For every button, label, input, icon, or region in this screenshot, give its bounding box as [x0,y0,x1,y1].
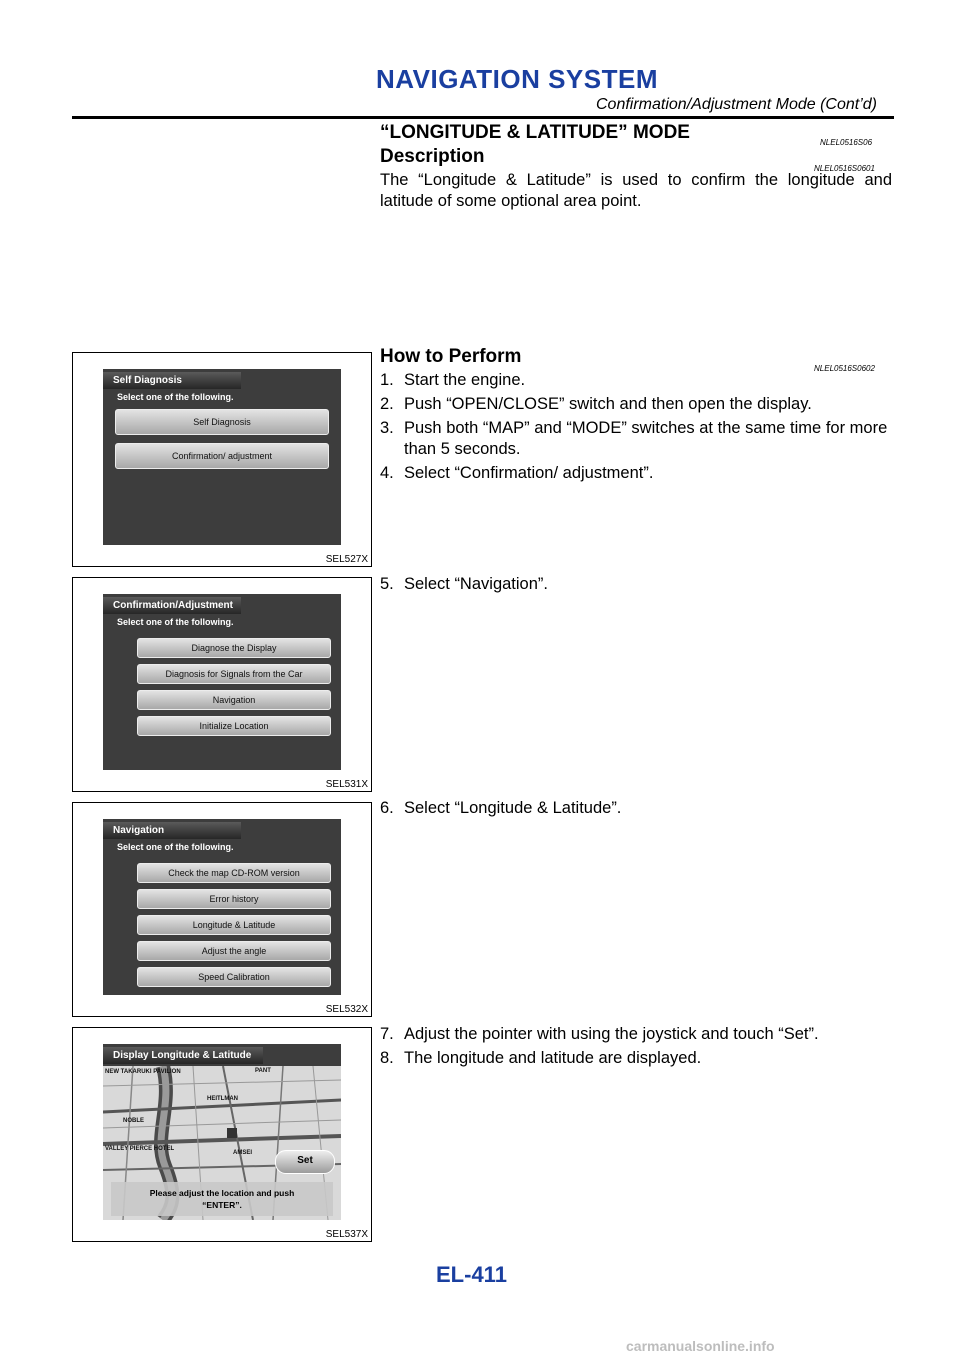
figure-code: SEL531X [325,779,368,790]
step-number: 1. [380,371,394,389]
screen [103,819,341,995]
set-button[interactable]: Set [275,1150,335,1174]
step-5 [380,574,892,595]
map-instruction [111,1182,333,1216]
step-number: 7. [380,1025,394,1043]
map-instruction-line: “ENTER”. [202,1200,242,1210]
figure-code: SEL537X [325,1229,368,1240]
error-history-button[interactable]: Error history [137,889,331,909]
map-label: NOBLE [123,1118,144,1124]
figure-confirmation-adjustment [72,577,372,792]
figure-code: SEL527X [325,554,368,565]
step-number: 5. [380,575,394,593]
step-text: Select “Confirmation/ adjustment”. [404,464,654,482]
map-label: PANT [255,1068,271,1074]
step-6 [380,798,892,819]
step-text: Start the engine. [404,371,526,389]
self-diagnosis-button[interactable]: Self Diagnosis [115,409,329,435]
step-8 [380,1048,892,1069]
screen-prompt: Select one of the following. [117,842,234,852]
step-3 [380,418,892,460]
step-text: Adjust the pointer with using the joystick and touch “Set”. [404,1025,819,1043]
map-label: VALLEY PIERCE HOTEL [105,1146,175,1152]
header-subtitle: Confirmation/Adjustment Mode (Cont’d) [596,96,878,113]
step-number: 2. [380,395,394,413]
map-instruction-line: Please adjust the location and push [149,1188,295,1198]
check-map-version-button[interactable]: Check the map CD-ROM version [137,863,331,883]
step-text: The longitude and latitude are displayed. [404,1049,702,1067]
header-divider [72,116,894,119]
step-2 [380,394,892,415]
screen [103,1044,341,1220]
navigation-button[interactable]: Navigation [137,690,331,710]
step-number: 3. [380,419,394,437]
screen [103,369,341,545]
step-4 [380,463,892,484]
map-view[interactable] [103,1066,341,1220]
step-text: Push both “MAP” and “MODE” switches at the same time for more than 5 seconds. [404,419,888,458]
screen-prompt: Select one of the following. [117,392,234,402]
diagnosis-signals-button[interactable]: Diagnosis for Signals from the Car [137,664,331,684]
map-label: AMSEI [233,1150,253,1156]
diagnose-display-button[interactable]: Diagnose the Display [137,638,331,658]
screen [103,594,341,770]
screen-title: Confirmation/Adjustment [103,597,241,614]
screen-title: Display Longitude & Latitude [103,1047,263,1064]
how-to-heading: How to Perform [380,346,522,367]
step-text: Select “Longitude & Latitude”. [404,799,622,817]
page-code: EL-411 [436,1262,507,1287]
adjust-angle-button[interactable]: Adjust the angle [137,941,331,961]
longitude-latitude-button[interactable]: Longitude & Latitude [137,915,331,935]
pointer-marker [227,1128,237,1138]
figure-navigation-menu [72,802,372,1017]
figure-self-diagnosis [72,352,372,567]
watermark: carmanualsonline.info [626,1338,775,1354]
map-label: HEITLMAN [207,1096,238,1102]
screen-title: Navigation [103,822,241,839]
screen-title: Self Diagnosis [103,372,241,389]
map-label: NEW TAKARUKI PAVILION [105,1069,181,1075]
step-number: 6. [380,799,394,817]
step-text: Push “OPEN/CLOSE” switch and then open the display. [404,395,812,413]
figure-code: SEL532X [325,1004,368,1015]
confirmation-adjustment-button[interactable]: Confirmation/ adjustment [115,443,329,469]
step-number: 8. [380,1049,394,1067]
header-title: NAVIGATION SYSTEM [376,64,658,94]
step-1 [380,370,892,391]
figure-longitude-latitude-map [72,1027,372,1242]
step-7 [380,1024,892,1045]
initialize-location-button[interactable]: Initialize Location [137,716,331,736]
step-text: Select “Navigation”. [404,575,548,593]
description-ref: NLEL0516S0601 [814,164,875,173]
step-number: 4. [380,464,394,482]
how-to-ref: NLEL0516S0602 [814,364,875,373]
description-text: The “Longitude & Latitude” is used to confirm the longitude and latitude of some optional area point. [380,171,892,210]
screen-prompt: Select one of the following. [117,617,234,627]
section-title: “LONGITUDE & LATITUDE” MODE [380,122,690,143]
speed-calibration-button[interactable]: Speed Calibration [137,967,331,987]
description-heading: Description [380,146,485,167]
section-ref: NLEL0516S06 [820,138,873,147]
